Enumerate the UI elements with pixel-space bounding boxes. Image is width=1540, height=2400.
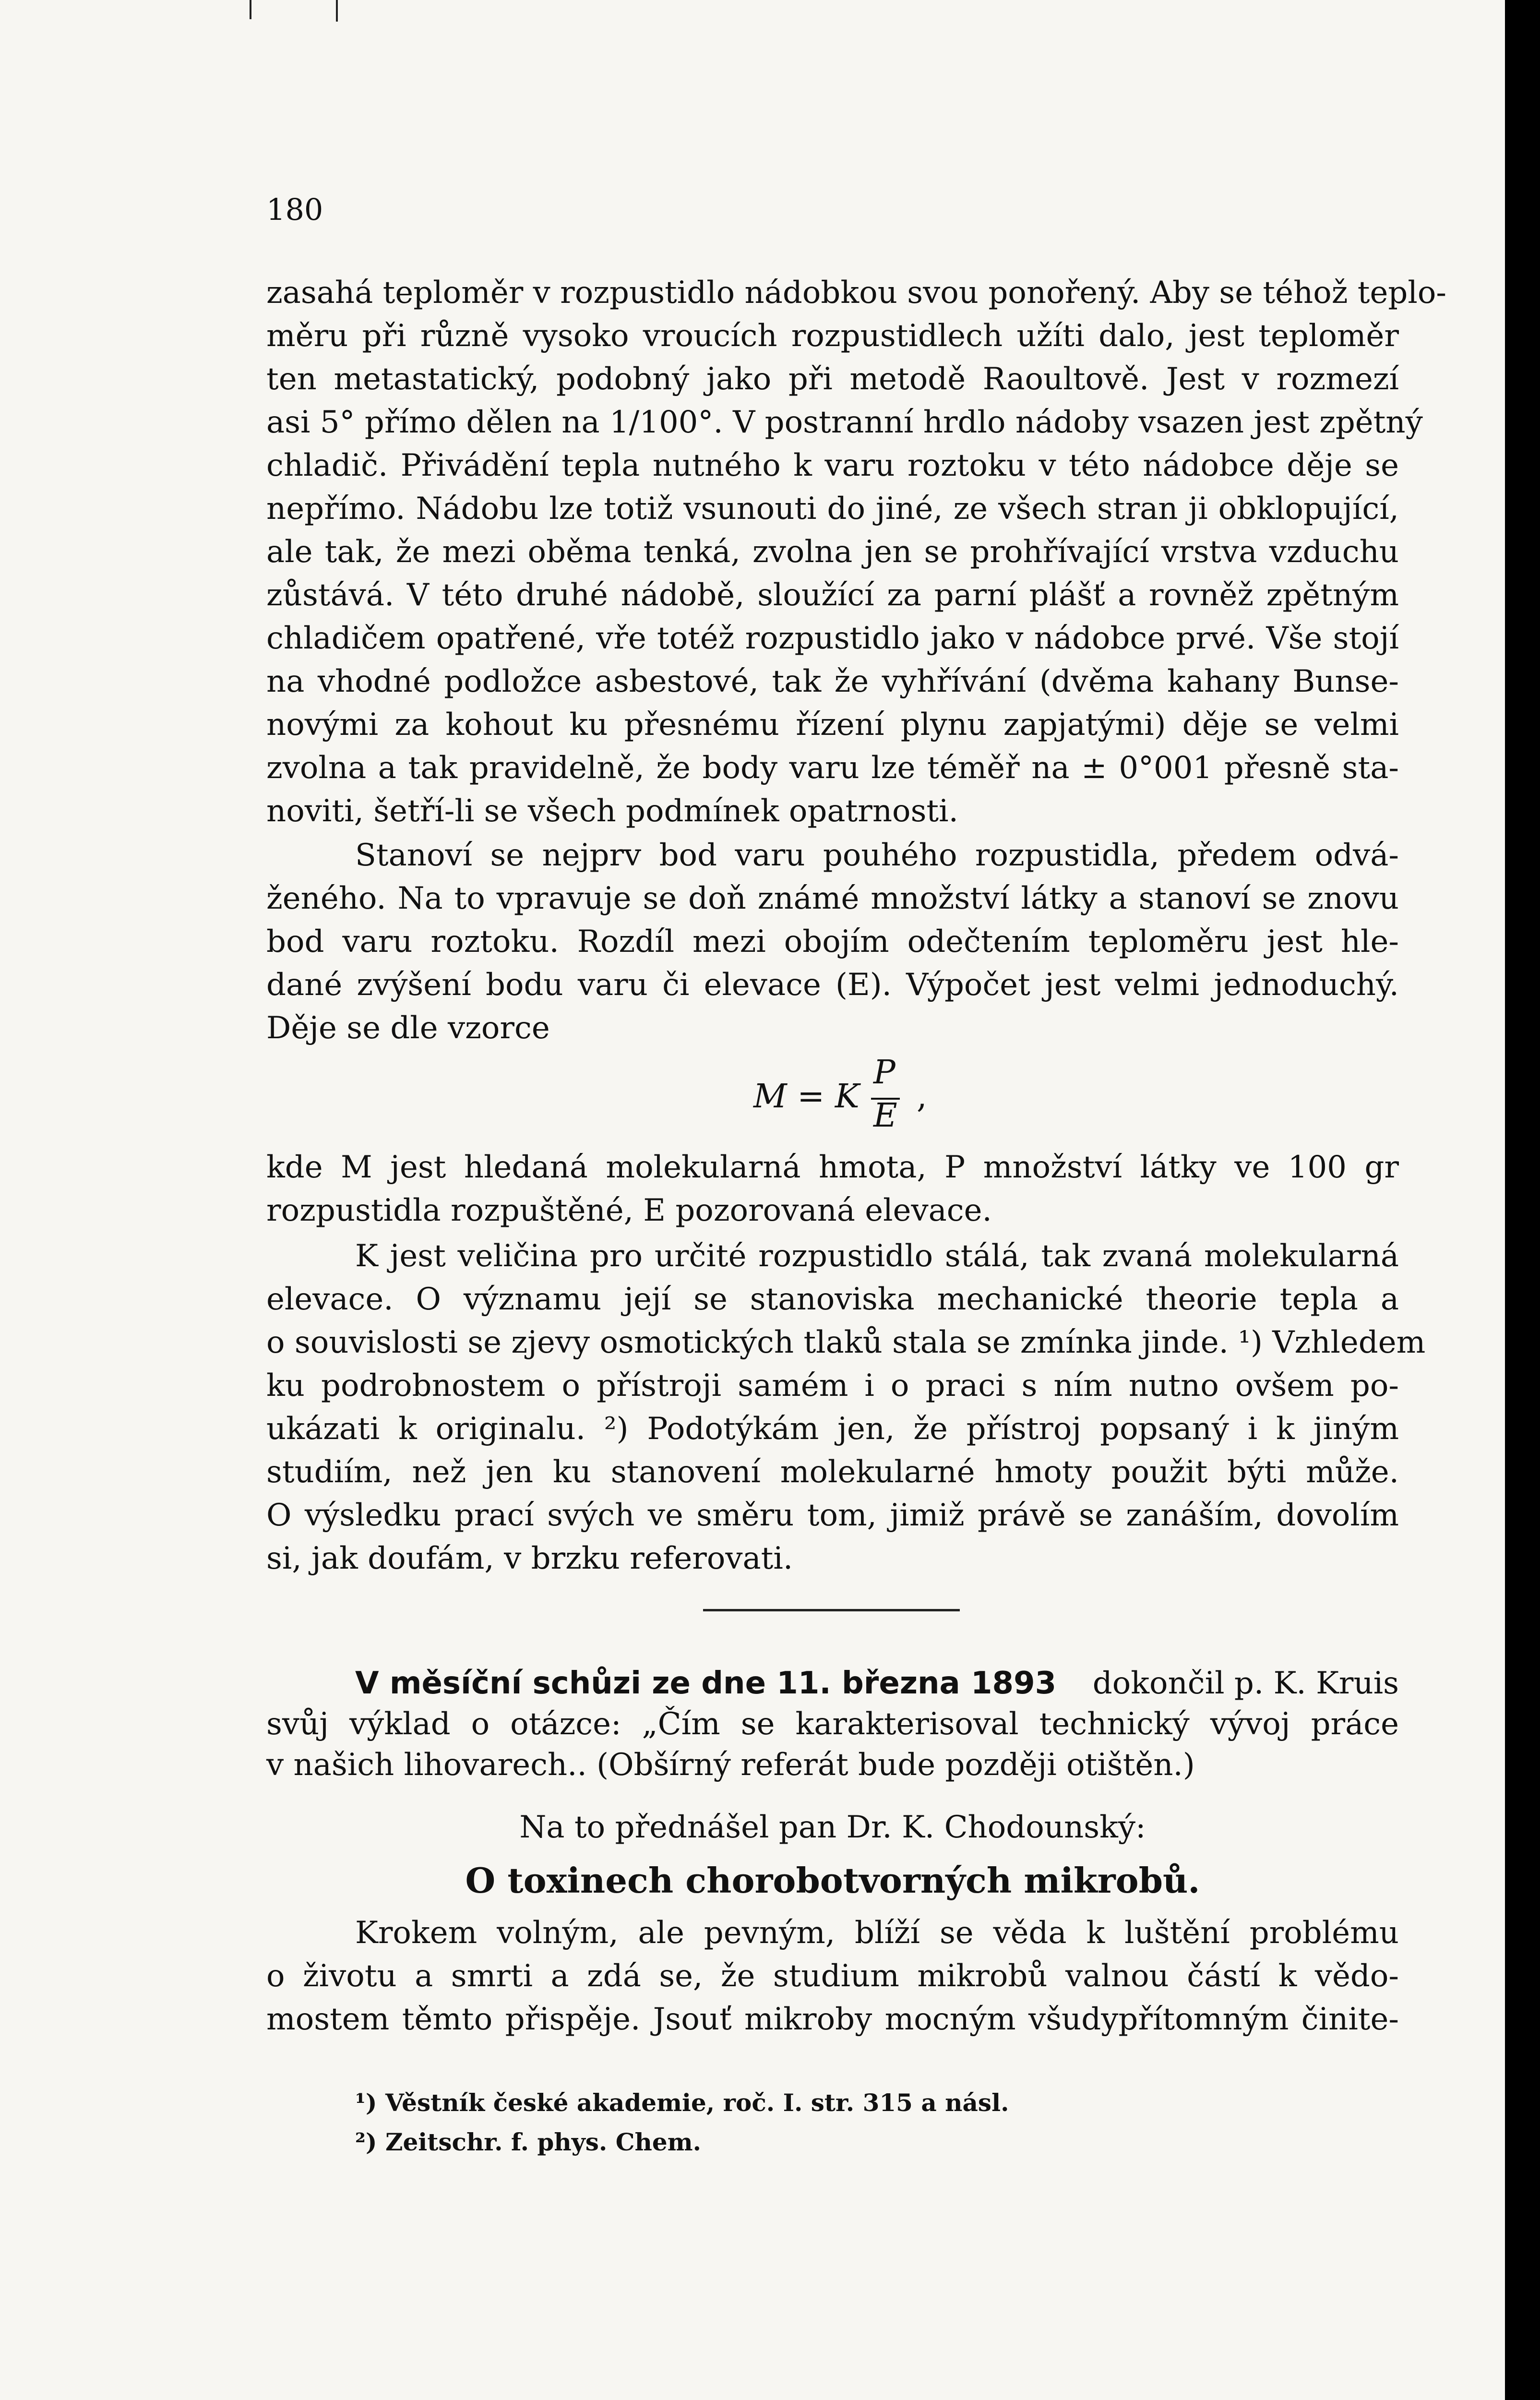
- text-line: rozpustidla rozpuštěné, E pozorovaná elevace.: [266, 1193, 992, 1228]
- text-line: novými za kohout ku přesnému řízení plynu zapjatými) děje se velmi: [266, 707, 1399, 743]
- text-line: kde M jest hledaná molekularná hmota, P množství látky ve 100 gr: [266, 1150, 1399, 1185]
- formula-trail: ,: [917, 1078, 927, 1116]
- text-line: měru při různě vysoko vroucích rozpustidlech užíti dalo, jest teploměr: [266, 318, 1399, 354]
- text-line: Krokem volným, ale pevným, blíží se věda k luštění problému: [355, 1915, 1399, 1951]
- formula-numerator: P: [873, 1054, 895, 1092]
- article-title: O toxinech chorobotvorných mikrobů.: [465, 1860, 1200, 1901]
- text-line: chladič. Přivádění tepla nutného k varu roztoku v této nádobce děje se: [266, 448, 1399, 483]
- text-line: na vhodné podložce asbestové, tak že vyhřívání (dvěma kahany Bunse-: [266, 664, 1399, 699]
- meeting-line-2: svůj výklad o otázce: „Čím se karakterisoval technický vývoj práce: [266, 1706, 1399, 1742]
- meeting-date-heading: V měsíční schůzi ze dne 11. března 1893: [355, 1666, 1057, 1701]
- formula: [753, 1054, 1041, 1140]
- formula-lhs: M = K: [753, 1078, 860, 1116]
- meeting-lead-rest: dokončil p. K. Kruis: [1092, 1666, 1399, 1701]
- text-line: mostem těmto přispěje. Jsouť mikroby mocným všudypřítomným činite-: [266, 2002, 1399, 2037]
- formula-denominator: E: [873, 1097, 897, 1135]
- text-line: noviti, šetří-li se všech podmínek opatrnosti.: [266, 793, 958, 829]
- text-line: ženého. Na to vpravuje se doň známé množství látky a stanoví se znovu: [266, 881, 1399, 916]
- text-line: K jest veličina pro určité rozpustidlo stálá, tak zvaná molekularná: [355, 1238, 1399, 1274]
- text-line: ale tak, že mezi oběma tenká, zvolna jen se prohřívající vrstva vzduchu: [266, 534, 1399, 570]
- meeting-line-3: v našich lihovarech.. (Obšírný referát bude později otištěn.): [266, 1747, 1195, 1783]
- text-line: O výsledku prací svých ve směru tom, jimiž právě se zanáším, dovolím: [266, 1498, 1399, 1533]
- scan-mark-top-2: [336, 0, 338, 22]
- footnote-1: ¹) Věstník české akademie, roč. I. str. 315 a násl.: [355, 2088, 1009, 2117]
- scan-border-right: [1505, 0, 1540, 2400]
- text-line: chladičem opatřené, vře totéž rozpustidlo jako v nádobce prvé. Vše stojí: [266, 621, 1399, 656]
- text-line: Stanoví se nejprv bod varu pouhého rozpustidla, předem odvá-: [355, 838, 1399, 873]
- text-line: zůstává. V této druhé nádobě, sloužící za parní plášť a rovněž zpětným: [266, 577, 1399, 613]
- text-line: dané zvýšení bodu varu či elevace (E). Výpočet jest velmi jednoduchý.: [266, 967, 1399, 1003]
- meeting-line-1: [355, 1666, 1399, 1701]
- footnotes: [355, 2083, 1009, 2162]
- text-line: elevace. O významu její se stanoviska mechanické theorie tepla a: [266, 1282, 1399, 1317]
- text-line: nepřímo. Nádobu lze totiž vsunouti do jiné, ze všech stran ji obklopující,: [266, 491, 1399, 527]
- text-line: si, jak doufám, v brzku referovati.: [266, 1541, 793, 1576]
- text-line: bod varu roztoku. Rozdíl mezi obojím odečtením teploměru jest hle-: [266, 924, 1399, 960]
- text-line: o životu a smrti a zdá se, že studium mikrobů valnou částí k vědo-: [266, 1958, 1399, 1994]
- text-line: zvolna a tak pravidelně, že body varu lze téměř na ± 0°001 přesně sta-: [266, 750, 1399, 786]
- page-number: 180: [266, 192, 323, 227]
- footnote-2: ²) Zeitschr. f. phys. Chem.: [355, 2128, 702, 2156]
- scan-mark-top: [250, 0, 251, 19]
- text-line: o souvislosti se zjevy osmotických tlaků stala se zmínka jinde. ¹) Vzhledem: [266, 1325, 1426, 1360]
- section-divider: [703, 1609, 960, 1611]
- text-line: asi 5° přímo dělen na 1/100°. V postranní hrdlo nádoby vsazen jest zpětný: [266, 405, 1423, 440]
- text-line: Děje se dle vzorce: [266, 1010, 550, 1046]
- lecturer-line: Na to přednášel pan Dr. K. Chodounský:: [519, 1810, 1146, 1845]
- text-line: ku podrobnostem o přístroji samém i o praci s ním nutno ovšem po-: [266, 1368, 1399, 1404]
- text-line: studiím, než jen ku stanovení molekularné hmoty použit býti může.: [266, 1454, 1399, 1490]
- text-line: ukázati k originalu. ²) Podotýkám jen, že přístroj popsaný i k jiným: [266, 1411, 1399, 1447]
- text-line: ten metastatický, podobný jako při metodě Raoultově. Jest v rozmezí: [266, 361, 1399, 397]
- text-line: zasahá teploměr v rozpustidlo nádobkou svou ponořený. Aby se téhož teplo-: [266, 275, 1446, 311]
